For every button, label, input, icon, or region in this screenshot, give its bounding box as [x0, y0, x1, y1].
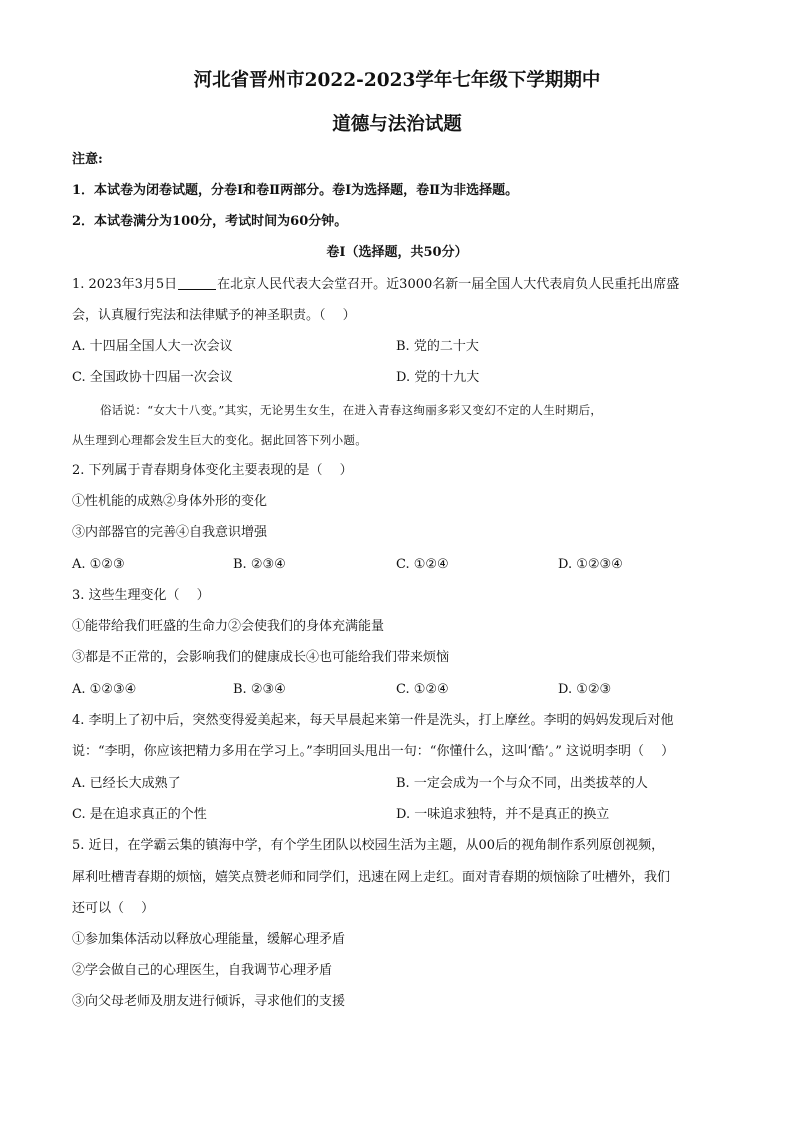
q4-stem-line2: 说：“李明，你应该把精力多用在学习上。”李明回头甩出一句：“你懂什么，这叫‘酷’。” 这说明李明（ ） — [72, 744, 675, 759]
q2-stem: 2. 下列属于青春期身体变化主要表现的是（ ） — [72, 463, 353, 478]
q4-option-d: D. 一味追求独特，并不是真正的换立 — [396, 807, 610, 822]
q1-option-c: C. 全国政协十四届一次会议 — [72, 370, 233, 385]
exam-subtitle: 道德与法治试题 — [332, 114, 462, 135]
q5-stem-line3: 还可以（ ） — [72, 901, 155, 916]
passage-line-2: 从生理到心理都会发生巨大的变化。据此回答下列小题。 — [72, 433, 367, 447]
q3-stem: 3. 这些生理变化（ ） — [72, 588, 210, 603]
q1-stem-end: 在北京人民代表大会堂召开。近3000名新一届全国人大代表肩负人民重托出席盛 — [217, 277, 680, 292]
q4-option-c: C. 是在追求真正的个性 — [72, 807, 207, 822]
q1-option-b: B. 党的二十大 — [396, 339, 479, 354]
q5-statement-2: ②学会做自己的心理医生，自我调节心理矛盾 — [72, 963, 333, 978]
q2-option-b: B. ②③④ — [233, 557, 286, 572]
q3-option-b: B. ②③④ — [233, 682, 286, 697]
q2-option-c: C. ①②④ — [396, 557, 449, 572]
passage-line-1: 俗话说：“女大十八变。”其实，无论男生女生，在进入青春这绚丽多彩又变幻不定的人生时期后， — [100, 403, 603, 417]
q3-statement-1: ①能带给我们旺盛的生命力②会使我们的身体充满能量 — [72, 619, 385, 634]
q1-stem — [72, 277, 679, 293]
q4-stem-line1: 4. 李明上了初中后，突然变得爱美起来，每天早晨起来第一件是洗头，打上摩丝。李明的妈妈发现后对他 — [72, 713, 674, 728]
q3-statement-2: ③都是不正常的，会影响我们的健康成长④也可能给我们带来烦恼 — [72, 650, 450, 665]
q5-stem-line2: 犀利吐槽青春期的烦恼，嬉笑点赞老师和同学们，迅速在网上走红。面对青春期的烦恼除了吐槽外，我们 — [72, 870, 671, 885]
notes-label: 注意: — [72, 152, 103, 167]
q1-option-a: A. 十四届全国人大一次会议 — [72, 339, 233, 354]
q2-statement-2: ③内部器官的完善④自我意识增强 — [72, 525, 268, 540]
q4-option-a: A. 已经长大成熟了 — [72, 776, 181, 791]
q2-option-a: A. ①②③ — [72, 557, 125, 572]
note-item-1: 1．本试卷为闭卷试题，分卷Ⅰ和卷Ⅱ两部分。卷Ⅰ为选择题，卷Ⅱ为非选择题。 — [72, 183, 519, 198]
exam-title: 河北省晋州市2022-2023学年七年级下学期期中 — [193, 70, 601, 91]
q4-option-b: B. 一定会成为一个与众不同，出类拔萃的人 — [396, 776, 648, 791]
q2-option-d: D. ①②③④ — [558, 557, 623, 572]
q1-option-d: D. 党的十九大 — [396, 370, 480, 385]
note-item-2: 2．本试卷满分为100分，考试时间为60分钟。 — [72, 214, 348, 229]
section-heading: 卷Ⅰ（选择题，共50分） — [326, 245, 468, 260]
q3-option-d: D. ①②③ — [558, 682, 612, 697]
q3-option-a: A. ①②③④ — [72, 682, 137, 697]
q3-option-c: C. ①②④ — [396, 682, 449, 697]
q2-statement-1: ①性机能的成熟②身体外形的变化 — [72, 494, 268, 509]
q1-stem-line2: 会，认真履行宪法和法律赋予的神圣职责。（ ） — [72, 308, 356, 323]
q1-stem-start: 1. 2023年3月5日 — [72, 277, 178, 292]
q5-statement-1: ①参加集体活动以释放心理能量，缓解心理矛盾 — [72, 932, 346, 947]
q1-blank — [178, 277, 216, 290]
q5-stem-line1: 5. 近日，在学霸云集的镇海中学，有个学生团队以校园生活为主题，从00后的视角制作系列原创视频， — [72, 838, 665, 853]
q5-statement-3: ③向父母老师及朋友进行倾诉，寻求他们的支援 — [72, 994, 346, 1009]
